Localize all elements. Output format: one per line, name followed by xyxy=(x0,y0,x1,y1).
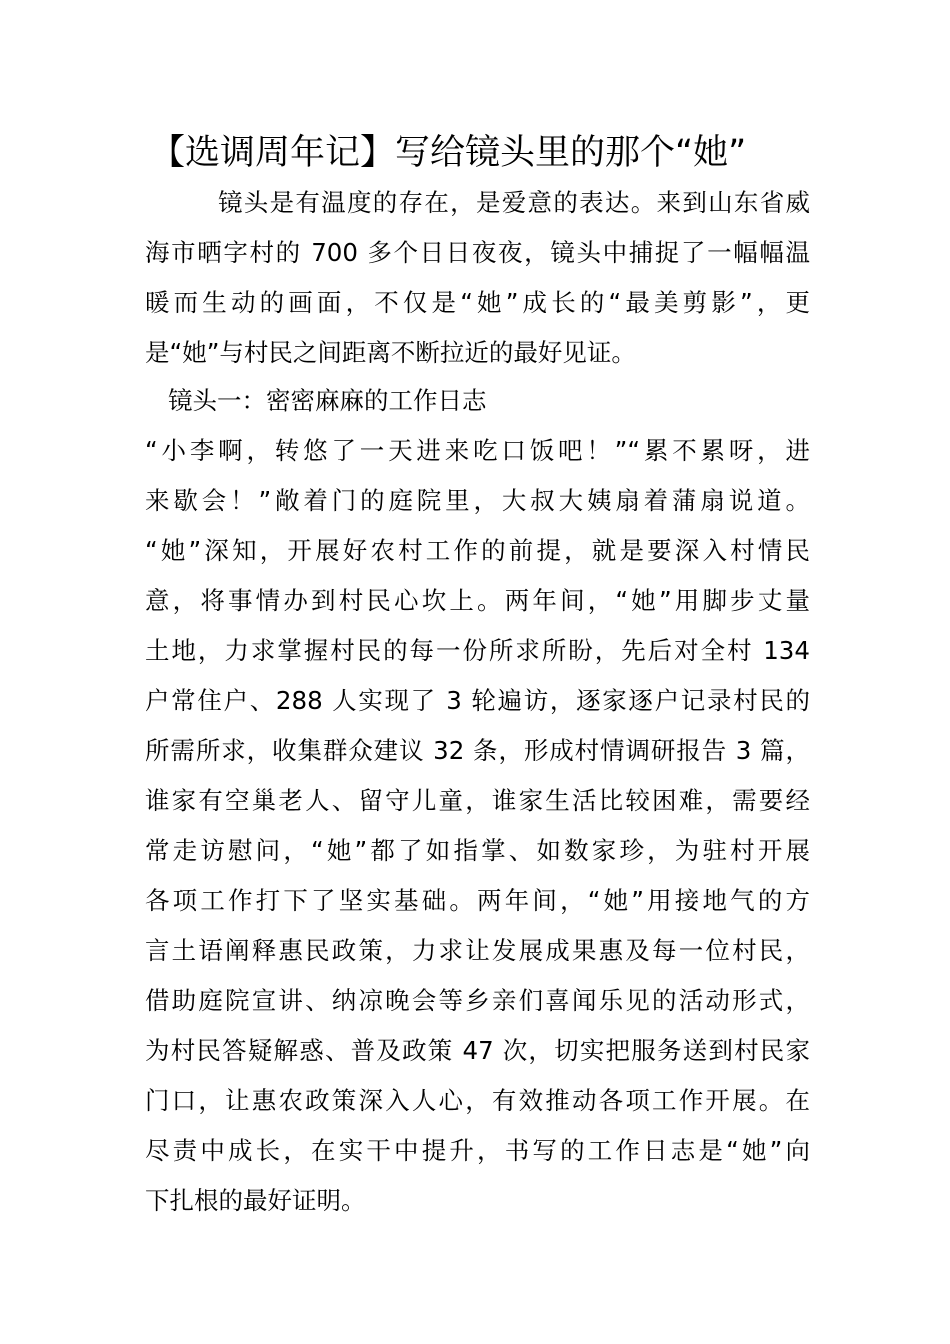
paragraph-line: 暖而生动的画面，不仅是“她”成长的“最美剪影”，更 xyxy=(145,288,810,317)
paragraph-line: 尽责中成长，在实干中提升，书写的工作日志是“她”向 xyxy=(145,1136,810,1165)
paragraph-line: “她”深知，开展好农村工作的前提，就是要深入村情民 xyxy=(145,536,810,565)
paragraph-line: 来歇会！”敞着门的庭院里，大叔大姨扇着蒲扇说道。 xyxy=(145,486,810,515)
paragraph-line: 谁家有空巢老人、留守儿童，谁家生活比较困难，需要经 xyxy=(145,786,810,815)
paragraph-line: 门口，让惠农政策深入人心，有效推动各项工作开展。在 xyxy=(145,1086,810,1115)
paragraph-line: 土地，力求掌握村民的每一份所求所盼，先后对全村 134 xyxy=(145,636,810,665)
paragraph-line: 所需所求，收集群众建议 32 条，形成村情调研报告 3 篇， xyxy=(145,736,810,765)
section-heading: 镜头一：密密麻麻的工作日志 xyxy=(168,386,487,415)
paragraph-line: 借助庭院宣讲、纳凉晚会等乡亲们喜闻乐见的活动形式， xyxy=(145,986,810,1015)
document-title: 【选调周年记】写给镜头里的那个“她” xyxy=(150,133,747,173)
paragraph-line: 各项工作打下了坚实基础。两年间，“她”用接地气的方 xyxy=(145,886,810,915)
paragraph-line: 为村民答疑解惑、普及政策 47 次，切实把服务送到村民家 xyxy=(145,1036,810,1065)
paragraph-line: 下扎根的最好证明。 xyxy=(145,1186,366,1215)
paragraph-line: “小李啊，转悠了一天进来吃口饭吧！”“累不累呀，进 xyxy=(145,436,810,465)
paragraph-line: 言土语阐释惠民政策，力求让发展成果惠及每一位村民， xyxy=(145,936,810,965)
paragraph-line: 意，将事情办到村民心坎上。两年间，“她”用脚步丈量 xyxy=(145,586,810,615)
paragraph-line: 海市晒字村的 700 多个日日夜夜，镜头中捕捉了一幅幅温 xyxy=(145,238,810,267)
paragraph-line: 镜头是有温度的存在，是爱意的表达。来到山东省威 xyxy=(218,188,810,217)
paragraph-line: 是“她”与村民之间距离不断拉近的最好见证。 xyxy=(145,338,636,367)
paragraph-line: 户常住户、288 人实现了 3 轮遍访，逐家逐户记录村民的 xyxy=(145,686,810,715)
paragraph-line: 常走访慰问，“她”都了如指掌、如数家珍，为驻村开展 xyxy=(145,836,810,865)
